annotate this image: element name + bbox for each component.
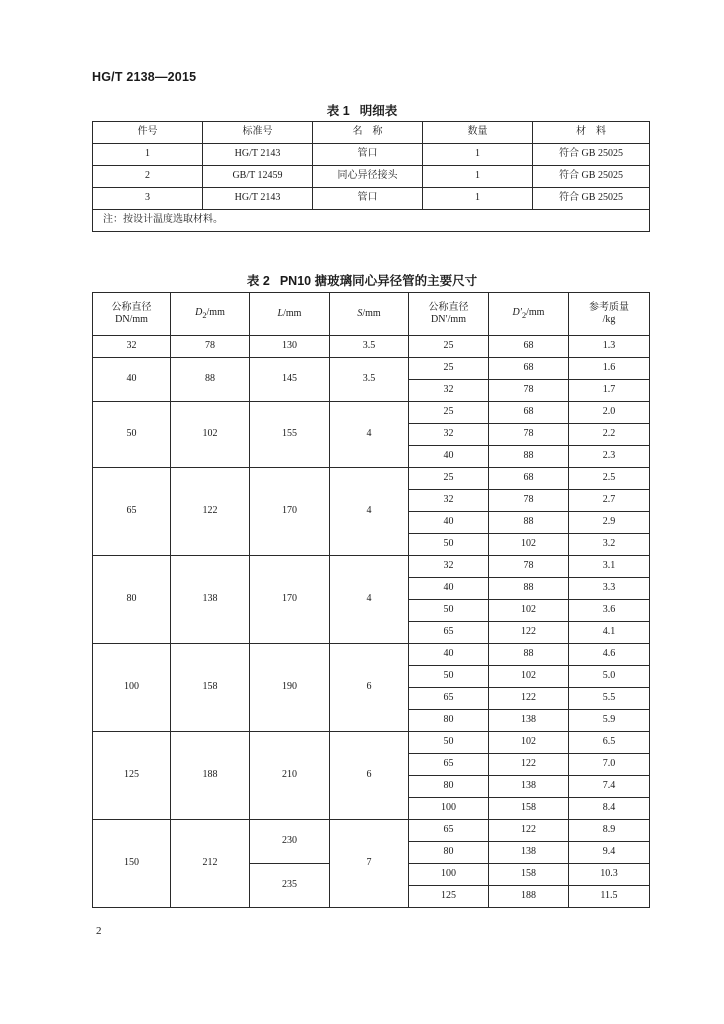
cell-dn: 32: [93, 336, 171, 358]
cell-mass: 1.6: [569, 358, 650, 380]
cell-dn-prime: 50: [409, 666, 489, 688]
cell-dn-prime: 40: [409, 644, 489, 666]
cell-mass: 9.4: [569, 842, 650, 864]
cell-d2-prime: 68: [489, 468, 569, 490]
cell-dn: 65: [93, 468, 171, 556]
cell-mass: 2.5: [569, 468, 650, 490]
table-cell: 3: [93, 188, 203, 210]
table-cell: 1: [423, 188, 533, 210]
cell-dn-prime: 50: [409, 600, 489, 622]
cell-dn: 100: [93, 644, 171, 732]
column-header-thickness: [330, 293, 409, 336]
cell-mass: 2.0: [569, 402, 650, 424]
cell-length: 210: [250, 732, 330, 820]
cell-length: 190: [250, 644, 330, 732]
cell-thickness: 4: [330, 402, 409, 468]
cell-d2: 122: [171, 468, 250, 556]
cell-mass: 2.7: [569, 490, 650, 512]
cell-d2-prime: 78: [489, 380, 569, 402]
cell-thickness: 3.5: [330, 336, 409, 358]
cell-d2-prime: 188: [489, 886, 569, 908]
cell-dn-prime: 32: [409, 424, 489, 446]
table-cell: HG/T 2143: [203, 144, 313, 166]
cell-mass: 2.3: [569, 446, 650, 468]
symbol: S: [357, 307, 363, 319]
cell-dn-prime: 65: [409, 688, 489, 710]
cell-dn: 40: [93, 358, 171, 402]
cell-mass: 2.9: [569, 512, 650, 534]
cell-d2-prime: 158: [489, 864, 569, 886]
cell-d2-prime: 88: [489, 644, 569, 666]
cell-length: 130: [250, 336, 330, 358]
cell-d2-prime: 122: [489, 820, 569, 842]
header-line: DN/mm: [115, 314, 148, 325]
header-line: 公称直径: [111, 301, 152, 313]
cell-mass: 6.5: [569, 732, 650, 754]
cell-d2-prime: 138: [489, 842, 569, 864]
cell-dn-prime: 80: [409, 776, 489, 798]
cell-dn-prime: 25: [409, 336, 489, 358]
table-note-row: [93, 210, 650, 232]
cell-thickness: 7: [330, 820, 409, 908]
cell-mass: 7.4: [569, 776, 650, 798]
table2-caption-number: 表 2: [246, 274, 270, 288]
cell-d2-prime: 158: [489, 798, 569, 820]
table-cell: 符合 GB 25025: [533, 166, 650, 188]
cell-d2: 188: [171, 732, 250, 820]
cell-dn-prime: 80: [409, 710, 489, 732]
cell-mass: 8.9: [569, 820, 650, 842]
cell-d2-prime: 102: [489, 600, 569, 622]
column-header: 标准号: [203, 122, 313, 144]
cell-d2: 138: [171, 556, 250, 644]
cell-dn-prime: 32: [409, 380, 489, 402]
table-cell: 管口: [313, 188, 423, 210]
cell-mass: 1.3: [569, 336, 650, 358]
standard-number: HG/T 2138—2015: [92, 70, 197, 84]
cell-dn-prime: 25: [409, 358, 489, 380]
cell-dn-prime: 40: [409, 578, 489, 600]
cell-dn-prime: 25: [409, 402, 489, 424]
cell-d2-prime: 78: [489, 490, 569, 512]
column-header: 数量: [423, 122, 533, 144]
cell-length: 155: [250, 402, 330, 468]
cell-mass: 3.6: [569, 600, 650, 622]
cell-mass: 7.0: [569, 754, 650, 776]
cell-dn-prime: 25: [409, 468, 489, 490]
header-line: 参考质量: [589, 301, 629, 313]
table-cell: 符合 GB 25025: [533, 144, 650, 166]
cell-dn-prime: 50: [409, 732, 489, 754]
table-cell: 2: [93, 166, 203, 188]
table-cell: 1: [93, 144, 203, 166]
column-header-mass: [569, 293, 650, 336]
cell-d2-prime: 122: [489, 754, 569, 776]
cell-d2: 158: [171, 644, 250, 732]
cell-dn-prime: 40: [409, 512, 489, 534]
cell-d2: 78: [171, 336, 250, 358]
header-line: 公称直径: [428, 301, 469, 313]
table2-caption-title: PN10 搪玻璃同心异径管的主要尺寸: [279, 274, 478, 288]
cell-mass: 1.7: [569, 380, 650, 402]
header-line: /kg: [602, 314, 616, 325]
cell-length: 170: [250, 556, 330, 644]
cell-d2-prime: 122: [489, 622, 569, 644]
cell-mass: 8.4: [569, 798, 650, 820]
cell-d2-prime: 102: [489, 732, 569, 754]
cell-d2-prime: 68: [489, 358, 569, 380]
cell-thickness: 4: [330, 556, 409, 644]
table-cell: 符合 GB 25025: [533, 188, 650, 210]
column-header-dn-prime: [409, 293, 489, 336]
cell-dn: 125: [93, 732, 171, 820]
cell-dn-prime: 100: [409, 864, 489, 886]
cell-thickness: 4: [330, 468, 409, 556]
cell-mass: 5.5: [569, 688, 650, 710]
table-row: [93, 188, 650, 210]
cell-d2-prime: 78: [489, 424, 569, 446]
column-header: 名 称: [313, 122, 423, 144]
column-header-d2: [171, 293, 250, 336]
cell-mass: 3.2: [569, 534, 650, 556]
dimensions-table-body: [93, 293, 650, 908]
table2-caption: [0, 271, 724, 289]
cell-mass: 5.0: [569, 666, 650, 688]
cell-dn: 50: [93, 402, 171, 468]
cell-mass: 4.1: [569, 622, 650, 644]
cell-length: 145: [250, 358, 330, 402]
table1-caption-number: 表 1: [326, 104, 350, 118]
header-line: DN′/mm: [431, 314, 466, 325]
symbol: D′: [512, 306, 522, 318]
cell-dn: 150: [93, 820, 171, 908]
column-header-d2-prime: [489, 293, 569, 336]
table-cell: 1: [423, 144, 533, 166]
table-cell: 1: [423, 166, 533, 188]
table1-caption: [0, 101, 724, 119]
column-header: 材 料: [533, 122, 650, 144]
table-cell: GB/T 12459: [203, 166, 313, 188]
page-number: 2: [96, 925, 102, 937]
cell-d2-prime: 102: [489, 534, 569, 556]
table-cell: 同心异径接头: [313, 166, 423, 188]
cell-dn-prime: 65: [409, 754, 489, 776]
cell-d2-prime: 88: [489, 446, 569, 468]
cell-dn-prime: 100: [409, 798, 489, 820]
unit: /mm: [526, 306, 545, 318]
table-row: [93, 336, 650, 358]
cell-length: 235: [250, 864, 330, 908]
cell-thickness: 6: [330, 644, 409, 732]
unit: /mm: [283, 307, 302, 319]
cell-d2-prime: 68: [489, 402, 569, 424]
symbol: L: [277, 307, 284, 319]
table-row: [93, 644, 650, 666]
cell-dn-prime: 32: [409, 490, 489, 512]
table-cell: HG/T 2143: [203, 188, 313, 210]
unit: /mm: [206, 306, 225, 318]
cell-mass: 3.3: [569, 578, 650, 600]
cell-d2-prime: 88: [489, 578, 569, 600]
cell-mass: 5.9: [569, 710, 650, 732]
cell-length: 230: [250, 820, 330, 864]
cell-mass: 10.3: [569, 864, 650, 886]
cell-dn-prime: 65: [409, 622, 489, 644]
table-row: [93, 732, 650, 754]
details-table-body: [93, 122, 650, 232]
details-table: [92, 121, 650, 232]
table-row: [93, 166, 650, 188]
symbol: D: [195, 306, 203, 318]
cell-d2: 212: [171, 820, 250, 908]
dimensions-table: [92, 292, 650, 908]
cell-dn-prime: 40: [409, 446, 489, 468]
cell-mass: 11.5: [569, 886, 650, 908]
cell-d2-prime: 78: [489, 556, 569, 578]
cell-d2-prime: 88: [489, 512, 569, 534]
table-cell: 管口: [313, 144, 423, 166]
cell-thickness: 6: [330, 732, 409, 820]
cell-mass: 4.6: [569, 644, 650, 666]
table-row: [93, 358, 650, 380]
details-table-header-row: [93, 122, 650, 144]
cell-dn-prime: 50: [409, 534, 489, 556]
table-row: [93, 402, 650, 424]
cell-d2: 102: [171, 402, 250, 468]
cell-d2-prime: 122: [489, 688, 569, 710]
cell-d2-prime: 68: [489, 336, 569, 358]
column-header: 件号: [93, 122, 203, 144]
cell-d2: 88: [171, 358, 250, 402]
column-header-length: [250, 293, 330, 336]
cell-dn-prime: 65: [409, 820, 489, 842]
table-row: [93, 144, 650, 166]
unit: /mm: [362, 307, 381, 319]
cell-length: 170: [250, 468, 330, 556]
dimensions-table-header-row: [93, 293, 650, 336]
cell-mass: 2.2: [569, 424, 650, 446]
cell-dn-prime: 32: [409, 556, 489, 578]
cell-d2-prime: 138: [489, 776, 569, 798]
subscript: 2: [521, 310, 527, 320]
subscript: 2: [202, 310, 207, 320]
cell-d2-prime: 138: [489, 710, 569, 732]
table-row: [93, 820, 650, 842]
cell-mass: 3.1: [569, 556, 650, 578]
column-header-dn: [93, 293, 171, 336]
table1-caption-title: 明细表: [359, 104, 398, 118]
cell-dn: 80: [93, 556, 171, 644]
cell-dn-prime: 125: [409, 886, 489, 908]
cell-d2-prime: 102: [489, 666, 569, 688]
cell-thickness: 3.5: [330, 358, 409, 402]
cell-dn-prime: 80: [409, 842, 489, 864]
table-row: [93, 556, 650, 578]
table-row: [93, 468, 650, 490]
table-note: 注：按设计温度选取材料。: [93, 210, 650, 232]
